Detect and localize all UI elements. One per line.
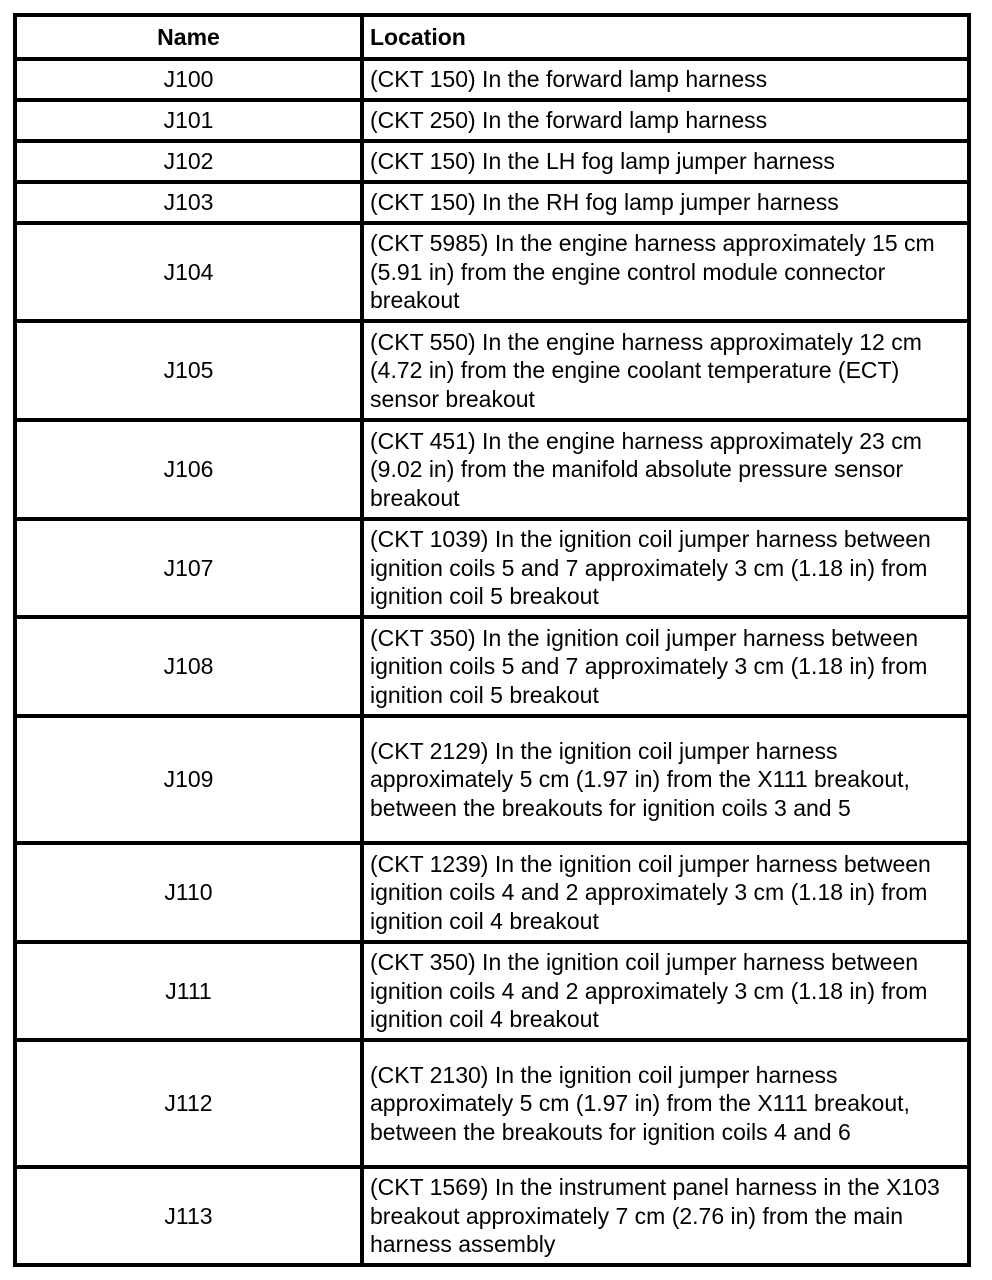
table-row: [15, 420, 969, 519]
row-name-cell: J106: [15, 420, 362, 519]
row-location-cell: (CKT 150) In the LH fog lamp jumper harness: [362, 141, 969, 182]
row-name-cell: J112: [15, 1040, 362, 1167]
row-location-cell: (CKT 550) In the engine harness approximately 12 cm (4.72 in) from the engine coolant temperature (ECT) sensor breakout: [362, 321, 969, 420]
row-name-cell: J113: [15, 1167, 362, 1265]
table-row: [15, 716, 969, 843]
table-row: [15, 1167, 969, 1265]
column-header-location: Location: [362, 15, 969, 59]
row-location-cell: (CKT 150) In the forward lamp harness: [362, 59, 969, 100]
column-header-name: Name: [15, 15, 362, 59]
row-name-cell: J100: [15, 59, 362, 100]
header-row: [15, 15, 969, 59]
row-name-cell: J105: [15, 321, 362, 420]
row-location-cell: (CKT 1239) In the ignition coil jumper harness between ignition coils 4 and 2 approximately 3 cm (1.18 in) from ignition coil 4 breakout: [362, 843, 969, 942]
row-name-cell: J111: [15, 942, 362, 1040]
row-location-cell: (CKT 451) In the engine harness approximately 23 cm (9.02 in) from the manifold absolute pressure sensor breakout: [362, 420, 969, 519]
row-location-cell: (CKT 350) In the ignition coil jumper harness between ignition coils 5 and 7 approximately 3 cm (1.18 in) from ignition coil 5 breakout: [362, 617, 969, 716]
row-name-cell: J110: [15, 843, 362, 942]
row-name-cell: J101: [15, 100, 362, 141]
row-name-cell: J109: [15, 716, 362, 843]
row-location-cell: (CKT 1039) In the ignition coil jumper harness between ignition coils 5 and 7 approximately 3 cm (1.18 in) from ignition coil 5 breakout: [362, 519, 969, 617]
table-row: [15, 100, 969, 141]
splice-location-table: [13, 13, 971, 1267]
table-row: [15, 182, 969, 223]
row-location-cell: (CKT 250) In the forward lamp harness: [362, 100, 969, 141]
table-row: [15, 223, 969, 321]
row-location-cell: (CKT 150) In the RH fog lamp jumper harness: [362, 182, 969, 223]
row-location-cell: (CKT 5985) In the engine harness approximately 15 cm (5.91 in) from the engine control module connector breakout: [362, 223, 969, 321]
table-row: [15, 141, 969, 182]
table-row: [15, 843, 969, 942]
table-row: [15, 59, 969, 100]
table-row: [15, 617, 969, 716]
row-name-cell: J107: [15, 519, 362, 617]
row-name-cell: J103: [15, 182, 362, 223]
table-row: [15, 519, 969, 617]
row-location-cell: (CKT 2130) In the ignition coil jumper harness approximately 5 cm (1.97 in) from the X111 breakout, between the breakouts for ignition coils 4 and 6: [362, 1040, 969, 1167]
row-location-cell: (CKT 2129) In the ignition coil jumper harness approximately 5 cm (1.97 in) from the X111 breakout, between the breakouts for ignition coils 3 and 5: [362, 716, 969, 843]
row-location-cell: (CKT 350) In the ignition coil jumper harness between ignition coils 4 and 2 approximately 3 cm (1.18 in) from ignition coil 4 breakout: [362, 942, 969, 1040]
table-row: [15, 321, 969, 420]
row-location-cell: (CKT 1569) In the instrument panel harness in the X103 breakout approximately 7 cm (2.76 in) from the main harness assembly: [362, 1167, 969, 1265]
row-name-cell: J108: [15, 617, 362, 716]
table-row: [15, 942, 969, 1040]
table-row: [15, 1040, 969, 1167]
row-name-cell: J104: [15, 223, 362, 321]
row-name-cell: J102: [15, 141, 362, 182]
